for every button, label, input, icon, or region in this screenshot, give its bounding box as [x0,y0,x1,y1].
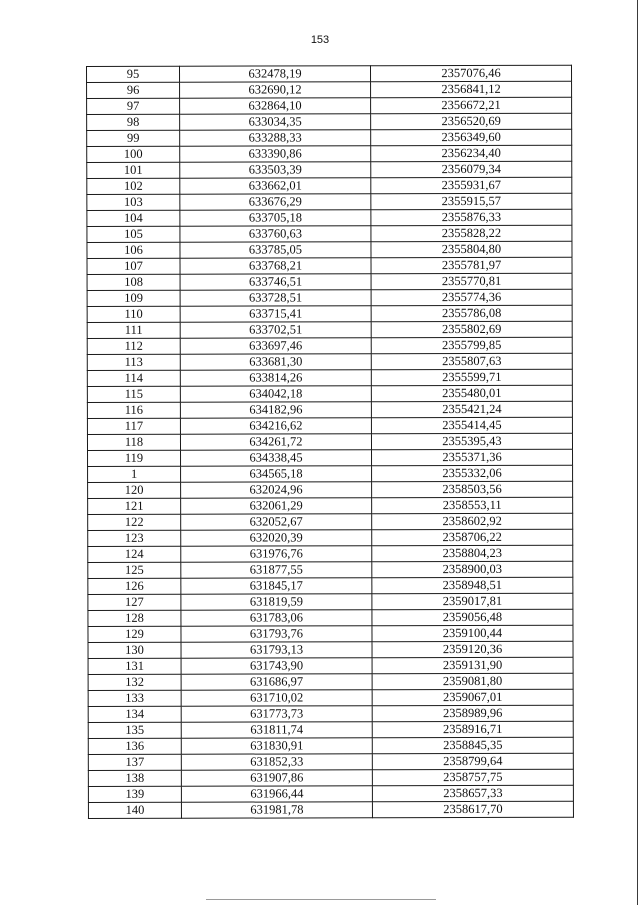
point-number-cell: 129 [88,626,181,642]
y-coordinate-cell: 2356841,12 [371,81,572,98]
point-number-cell: 119 [88,450,181,466]
x-coordinate-cell: 633785,05 [180,242,371,258]
table-row [87,97,572,114]
point-number-cell: 104 [87,210,180,226]
point-number-cell: 113 [87,354,180,370]
point-number-cell: 120 [88,482,181,498]
x-coordinate-cell: 634565,18 [181,466,372,482]
table-row [87,273,572,290]
table-row [88,513,573,530]
x-coordinate-cell: 631852,33 [181,754,372,771]
x-coordinate-cell: 632052,67 [181,514,372,530]
y-coordinate-cell: 2359067,01 [372,689,573,706]
point-number-cell: 117 [87,418,180,434]
y-coordinate-cell: 2358617,70 [372,801,573,818]
y-coordinate-cell: 2358900,03 [372,561,573,578]
table-row [87,241,572,258]
x-coordinate-cell: 633681,30 [180,354,371,371]
y-coordinate-cell: 2355786,08 [371,305,572,322]
x-coordinate-cell: 632864,10 [180,98,371,114]
x-coordinate-cell: 634338,45 [181,450,372,466]
table-row [87,65,572,82]
table-row [88,769,573,786]
y-coordinate-cell: 2359131,90 [372,657,573,674]
y-coordinate-cell: 2356079,34 [371,161,572,178]
table-row [87,161,572,178]
point-number-cell: 108 [87,274,180,290]
x-coordinate-cell: 633662,01 [180,178,371,194]
table-row [87,209,572,226]
bottom-scan-line [206,899,436,900]
x-coordinate-cell: 633728,51 [180,290,371,306]
x-coordinate-cell: 632690,12 [180,82,371,98]
table-row [88,465,573,482]
point-number-cell: 95 [87,66,180,82]
point-number-cell: 106 [87,242,180,258]
point-number-cell: 111 [87,322,180,338]
table-row [88,673,573,690]
x-coordinate-cell: 633746,51 [180,274,371,291]
point-number-cell: 125 [88,562,181,578]
table-row [88,481,573,498]
point-number-cell: 114 [87,370,180,386]
point-number-cell: 103 [87,194,180,210]
y-coordinate-cell: 2358799,64 [372,753,573,770]
x-coordinate-cell: 634216,62 [180,418,371,435]
point-number-cell: 99 [87,130,180,146]
table-row [88,721,573,738]
point-number-cell: 132 [88,674,181,690]
x-coordinate-cell: 632478,19 [180,66,371,82]
table-row [88,561,573,578]
point-number-cell: 115 [87,386,180,402]
point-number-cell: 97 [87,98,180,114]
y-coordinate-cell: 2358804,23 [372,545,573,562]
x-coordinate-cell: 631981,78 [181,802,372,818]
x-coordinate-cell: 634261,72 [180,434,371,451]
y-coordinate-cell: 2359081,80 [372,673,573,690]
x-coordinate-cell: 631819,59 [181,594,372,611]
table-row [87,401,572,418]
y-coordinate-cell: 2358948,51 [372,577,573,594]
point-number-cell: 127 [88,594,181,610]
table-row [88,449,573,466]
y-coordinate-cell: 2355774,36 [371,289,572,306]
y-coordinate-cell: 2359017,81 [372,593,573,610]
x-coordinate-cell: 631793,13 [181,642,372,658]
point-number-cell: 105 [87,226,180,242]
y-coordinate-cell: 2355828,22 [371,225,572,242]
x-coordinate-cell: 632020,39 [181,530,372,547]
x-coordinate-cell: 631793,76 [181,626,372,643]
point-number-cell: 133 [88,690,181,706]
table-row [88,577,573,594]
y-coordinate-cell: 2358916,71 [372,721,573,738]
y-coordinate-cell: 2355395,43 [371,433,572,450]
coordinates-table [86,65,574,819]
y-coordinate-cell: 2355876,33 [371,209,572,226]
table-row [88,625,573,642]
point-number-cell: 1 [88,466,181,482]
x-coordinate-cell: 632024,96 [181,482,372,498]
x-coordinate-cell: 631743,90 [181,658,372,674]
point-number-cell: 122 [88,514,181,530]
table-row [87,289,572,306]
table-row [88,529,573,546]
point-number-cell: 98 [87,114,180,130]
table-row [88,545,573,562]
y-coordinate-cell: 2355804,80 [371,241,572,258]
y-coordinate-cell: 2355802,69 [371,321,572,338]
point-number-cell: 128 [88,610,181,626]
table-row [88,753,573,770]
table-row [87,321,572,338]
point-number-cell: 126 [88,578,181,594]
x-coordinate-cell: 633702,51 [180,322,371,338]
point-number-cell: 130 [88,642,181,658]
x-coordinate-cell: 634042,18 [180,386,371,402]
x-coordinate-cell: 633503,39 [180,162,371,178]
y-coordinate-cell: 2358845,35 [372,737,573,754]
table-row [87,433,572,450]
y-coordinate-cell: 2359056,48 [372,609,573,626]
x-coordinate-cell: 633288,33 [180,130,371,146]
x-coordinate-cell: 633715,41 [180,306,371,322]
x-coordinate-cell: 633705,18 [180,210,371,226]
point-number-cell: 135 [88,722,181,738]
point-number-cell: 118 [87,434,180,450]
x-coordinate-cell: 633034,35 [180,114,371,130]
table-row [88,609,573,626]
point-number-cell: 102 [87,178,180,194]
y-coordinate-cell: 2358657,33 [372,785,573,802]
y-coordinate-cell: 2355807,63 [371,353,572,370]
table-row [87,177,572,194]
table-row [87,113,572,130]
table-row [88,689,573,706]
point-number-cell: 139 [88,786,181,802]
y-coordinate-cell: 2358602,92 [372,513,573,530]
y-coordinate-cell: 2358989,96 [372,705,573,722]
y-coordinate-cell: 2355421,24 [371,401,572,418]
table-row [88,801,573,818]
y-coordinate-cell: 2355599,71 [371,369,572,386]
x-coordinate-cell: 631830,91 [181,738,372,755]
x-coordinate-cell: 631710,02 [181,690,372,707]
point-number-cell: 107 [87,258,180,274]
point-number-cell: 101 [87,162,180,178]
y-coordinate-cell: 2358757,75 [372,769,573,786]
point-number-cell: 131 [88,658,181,674]
table-row [87,81,572,98]
table-row [88,705,573,722]
y-coordinate-cell: 2355480,01 [371,385,572,402]
table-row [87,145,572,162]
point-number-cell: 109 [87,290,180,306]
x-coordinate-cell: 631877,55 [181,562,372,579]
point-number-cell: 116 [87,402,180,418]
point-number-cell: 100 [87,146,180,162]
table-row [87,225,572,242]
x-coordinate-cell: 633390,86 [180,146,371,162]
table-row [87,337,572,354]
point-number-cell: 96 [87,82,180,98]
y-coordinate-cell: 2357076,46 [371,65,572,82]
table-row [87,129,572,146]
y-coordinate-cell: 2358706,22 [372,529,573,546]
x-coordinate-cell: 631811,74 [181,722,372,739]
point-number-cell: 138 [88,770,181,786]
x-coordinate-cell: 631783,06 [181,610,372,627]
x-coordinate-cell: 631966,44 [181,786,372,803]
table-row [87,369,572,386]
point-number-cell: 123 [88,530,181,546]
scan-edge-line [637,0,638,905]
table-row [87,305,572,322]
page-number: 153 [310,34,330,46]
y-coordinate-cell: 2358553,11 [372,497,573,514]
point-number-cell: 136 [88,738,181,754]
y-coordinate-cell: 2356234,40 [371,145,572,162]
table-row [87,417,572,434]
table-row [87,385,572,402]
x-coordinate-cell: 633760,63 [180,226,371,242]
y-coordinate-cell: 2356672,21 [371,97,572,114]
table-row [88,641,573,658]
point-number-cell: 140 [88,802,181,818]
y-coordinate-cell: 2355781,97 [371,257,572,274]
y-coordinate-cell: 2355770,81 [371,273,572,290]
table-row [88,657,573,674]
x-coordinate-cell: 631686,97 [181,674,372,690]
y-coordinate-cell: 2355931,67 [371,177,572,194]
table-row [88,593,573,610]
point-number-cell: 134 [88,706,181,722]
table-row [87,257,572,274]
x-coordinate-cell: 631845,17 [181,578,372,595]
x-coordinate-cell: 631773,73 [181,706,372,723]
y-coordinate-cell: 2356520,69 [371,113,572,130]
x-coordinate-cell: 633768,21 [180,258,371,275]
x-coordinate-cell: 632061,29 [181,498,372,514]
x-coordinate-cell: 633697,46 [180,338,371,355]
table-row [87,193,572,210]
table-row [88,737,573,754]
y-coordinate-cell: 2355799,85 [371,337,572,354]
table-row [87,353,572,370]
x-coordinate-cell: 634182,96 [180,402,371,418]
x-coordinate-cell: 631976,76 [181,546,372,563]
point-number-cell: 110 [87,306,180,322]
x-coordinate-cell: 633676,29 [180,194,371,210]
y-coordinate-cell: 2355414,45 [371,417,572,434]
table-row [88,497,573,514]
y-coordinate-cell: 2358503,56 [372,481,573,498]
point-number-cell: 137 [88,754,181,770]
y-coordinate-cell: 2359100,44 [372,625,573,642]
x-coordinate-cell: 633814,26 [180,370,371,386]
y-coordinate-cell: 2355332,06 [372,465,573,482]
point-number-cell: 124 [88,546,181,562]
point-number-cell: 112 [87,338,180,354]
coordinates-table-body [87,65,574,818]
y-coordinate-cell: 2356349,60 [371,129,572,146]
x-coordinate-cell: 631907,86 [181,770,372,787]
y-coordinate-cell: 2355915,57 [371,193,572,210]
point-number-cell: 121 [88,498,181,514]
table-row [88,785,573,802]
y-coordinate-cell: 2355371,36 [372,449,573,466]
y-coordinate-cell: 2359120,36 [372,641,573,658]
